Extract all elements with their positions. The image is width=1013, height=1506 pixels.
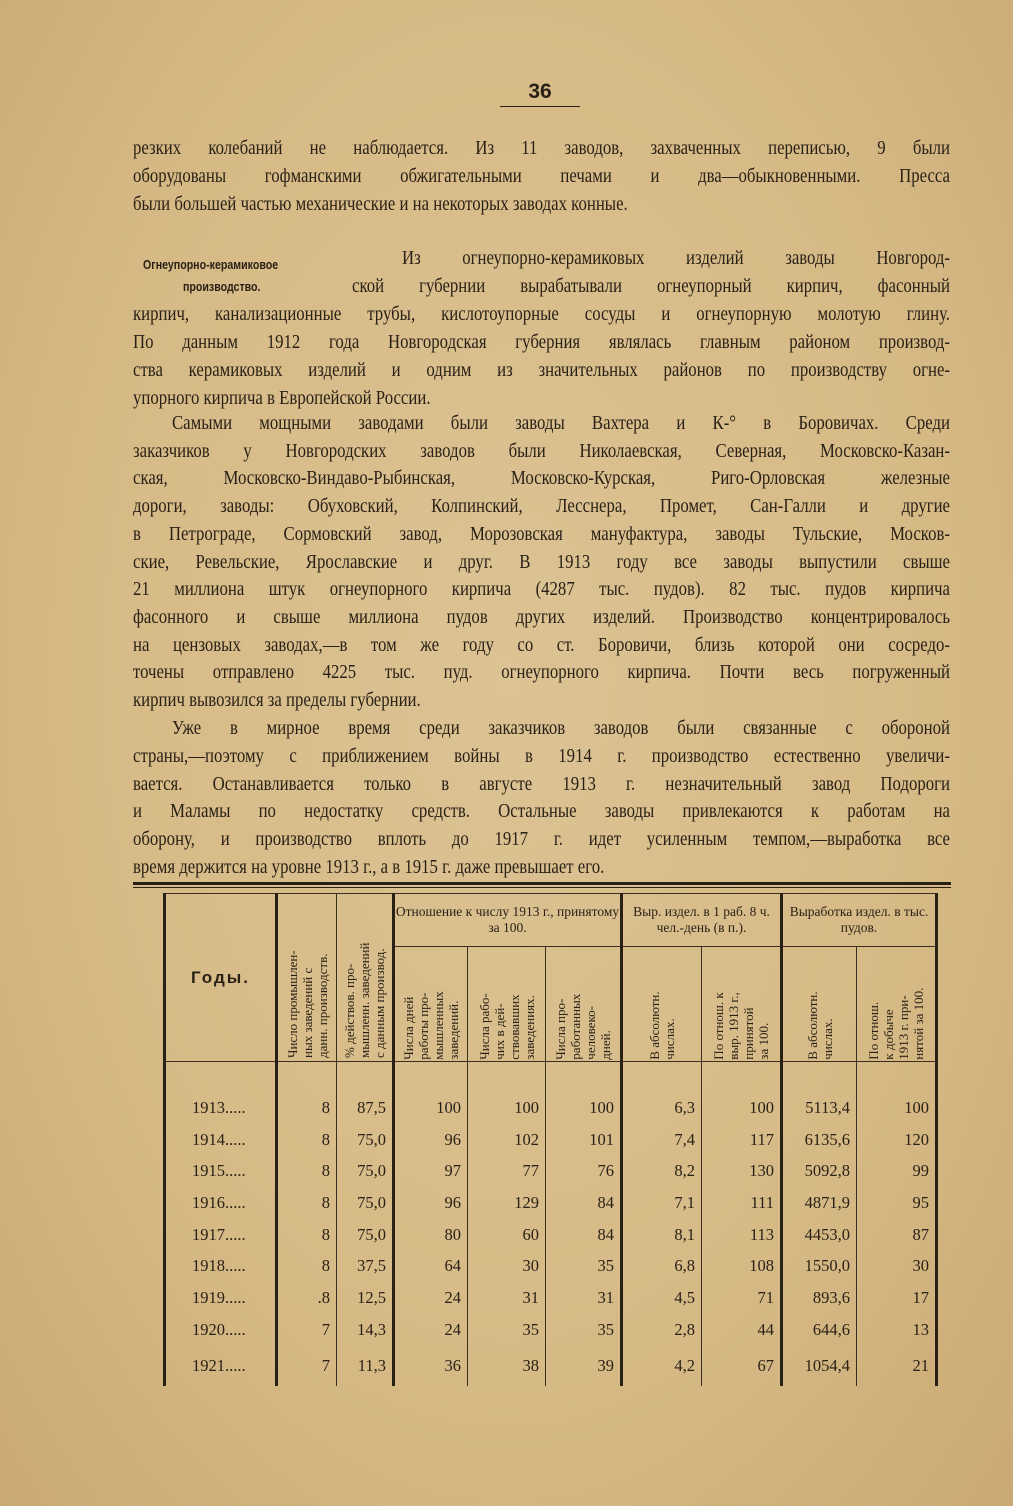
cell-active-percent: 75,0 [337,1124,394,1156]
cell-output-relative: 95 [857,1187,937,1219]
cell-active-percent: 37,5 [337,1250,394,1282]
header-ratio-days [394,947,468,1062]
cell-ratio-mandays: 31 [546,1282,622,1314]
table-row [165,1219,937,1251]
table-row [165,1124,937,1156]
cell-ratio-mandays: 35 [546,1314,622,1346]
table-row [165,1346,937,1386]
cell-active-percent: 14,3 [337,1314,394,1346]
paragraph4-line: Уже в мирное время среди заказчиков заводов были связанные с обороной [172,718,950,739]
spacer-cell [782,1062,857,1093]
cell-opw-absolute: 4,5 [622,1282,702,1314]
cell-ratio-days: 36 [394,1346,468,1386]
spacer-cell [394,1062,468,1093]
cell-opw-relative: 100 [702,1092,782,1124]
cell-ratio-days: 97 [394,1155,468,1187]
cell-output-relative: 21 [857,1346,937,1386]
cell-opw-absolute: 6,3 [622,1092,702,1124]
spacer-cell [546,1062,622,1093]
cell-active-percent: 87,5 [337,1092,394,1124]
cell-ratio-mandays: 76 [546,1155,622,1187]
cell-opw-absolute: 8,2 [622,1155,702,1187]
cell-ratio-workers: 38 [468,1346,546,1386]
cell-output-relative: 120 [857,1124,937,1156]
spacer-cell [857,1062,937,1093]
cell-ratio-mandays: 84 [546,1187,622,1219]
cell-factories-count: 8 [277,1187,337,1219]
header-factories-count-text: Число промышлен- ных заведений с данн. производств. [284,950,330,1058]
cell-opw-relative: 113 [702,1219,782,1251]
table-row [165,1282,937,1314]
cell-opw-absolute: 2,8 [622,1314,702,1346]
cell-ratio-days: 24 [394,1282,468,1314]
cell-factories-count: 8 [277,1124,337,1156]
paragraph3-line: в Петрограде, Сормовский завод, Морозовская мануфактура, заводы Тульские, Москов- [133,523,950,545]
header-opw-absolute-text: В абсолютн. числах. [647,991,677,1060]
header-output-absolute-text: В абсолютн. числах. [804,991,835,1060]
cell-opw-absolute: 8,1 [622,1219,702,1251]
cell-output-relative: 17 [857,1282,937,1314]
cell-active-percent: 75,0 [337,1219,394,1251]
cell-ratio-days: 24 [394,1314,468,1346]
paragraph3-line: ская, Московско-Виндаво-Рыбинская, Московско-Курская, Риго-Орловская железные [133,468,950,490]
cell-factories-count: .8 [277,1282,337,1314]
cell-opw-relative: 44 [702,1314,782,1346]
cell-output-relative: 87 [857,1219,937,1251]
cell-factories-count: 7 [277,1346,337,1386]
cell-opw-absolute: 4,2 [622,1346,702,1386]
cell-active-percent: 75,0 [337,1187,394,1219]
header-ratio-mandays [546,947,622,1062]
header-opw-absolute [622,947,702,1062]
table-top-rule [133,882,951,885]
cell-ratio-days: 96 [394,1187,468,1219]
cell-opw-relative: 111 [702,1187,782,1219]
cell-ratio-days: 96 [394,1124,468,1156]
table-row [165,1092,937,1124]
header-active-percent-text: % действов. про- мышленн. заведений с данным производ. [342,942,387,1058]
paragraph1-line: резких колебаний не наблюдается. Из 11 заводов, захваченных переписью, 9 были [133,138,950,159]
spacer-cell [702,1062,782,1093]
paragraph4-line: время держится на уровне 1913 г., а в 1915 г. даже превышает его. [133,857,605,878]
cell-ratio-mandays: 100 [546,1092,622,1124]
cell-year: 1913..... [165,1092,277,1124]
paragraph3-line: Самыми мощными заводами были заводы Вахтера и К-° в Боровичах. Среди [172,413,950,434]
cell-output-absolute: 6135,6 [782,1124,857,1156]
cell-year: 1917..... [165,1219,277,1251]
table-row [165,1155,937,1187]
cell-year: 1918..... [165,1250,277,1282]
header-output-relative-text: По отнош. к добыче 1913 г. при- нятой за 100. [866,987,927,1060]
cell-output-absolute: 1550,0 [782,1250,857,1282]
paragraph3-line: заказчиков у Новгородских заводов были Николаевская, Северная, Московско-Казан- [133,440,950,462]
table-spacer-row [165,1062,937,1093]
cell-ratio-days: 100 [394,1092,468,1124]
header-factories-count [277,894,337,1062]
cell-ratio-mandays: 35 [546,1250,622,1282]
paragraph2-line: По данным 1912 года Новгородская губерния являлась главным районом производ- [133,332,950,353]
header-years: Годы. [165,894,277,1062]
cell-output-absolute: 1054,4 [782,1346,857,1386]
cell-output-relative: 13 [857,1314,937,1346]
header-ratio-mandays-text: Числа про- работанных человеко- дней. [553,993,613,1060]
cell-opw-relative: 130 [702,1155,782,1187]
paragraph4-line: и Маламы по недостатку средств. Остальные заводы привлекаются к работам на [133,801,950,823]
header-output-absolute [782,947,857,1062]
cell-opw-absolute: 6,8 [622,1250,702,1282]
side-heading-line-1: Огнеупорно-керамиковое [143,258,279,272]
table-body [165,1062,937,1386]
paragraph3-line: ские, Ревельские, Ярославские и друг. В 1913 году все заводы выпустили свыше [133,551,950,573]
header-group-output-per-worker: Выр. издел. в 1 раб. 8 ч. чел.-день (в п.). [622,894,782,947]
spacer-cell [277,1062,337,1093]
paragraph3-line: фасонного и свыше миллиона пудов других изделий. Производство концентрировалось [133,606,950,628]
cell-active-percent: 11,3 [337,1346,394,1386]
cell-factories-count: 8 [277,1250,337,1282]
header-opw-relative-text: По отнош. к выр. 1913 г., принятой за 100. [711,992,771,1060]
paragraph3-line: 21 миллиона штук огнеупорного кирпича (4287 тыс. пудов). 82 тыс. пудов кирпича [133,579,950,601]
cell-opw-relative: 117 [702,1124,782,1156]
header-ratio-workers [468,947,546,1062]
cell-output-absolute: 5092,8 [782,1155,857,1187]
cell-ratio-mandays: 39 [546,1346,622,1386]
cell-ratio-workers: 77 [468,1155,546,1187]
table-row [165,1187,937,1219]
cell-output-absolute: 5113,4 [782,1092,857,1124]
paragraph3-line: на цензовых заводах,—в том же году со ст. Боровичи, близь которой они сосредо- [133,634,950,656]
cell-factories-count: 7 [277,1314,337,1346]
paragraph2-line: Из огнеупорно-керамиковых изделий заводы Новгород- [402,248,950,269]
cell-ratio-days: 80 [394,1219,468,1251]
cell-ratio-workers: 100 [468,1092,546,1124]
paragraph4-line: страны,—поэтому с приближением войны в 1914 г. производство естественно увеличи- [133,745,950,767]
cell-year: 1921..... [165,1346,277,1386]
cell-opw-absolute: 7,1 [622,1187,702,1219]
spacer-cell [622,1062,702,1093]
header-group-ratio-1913: Отношение к числу 1913 г., принятому за 100. [394,894,622,947]
cell-year: 1915..... [165,1155,277,1187]
cell-year: 1916..... [165,1187,277,1219]
cell-ratio-days: 64 [394,1250,468,1282]
spacer-cell [337,1062,394,1093]
production-table [163,893,938,1386]
paragraph4-line: оборону, и производство вплоть до 1917 г. идет усиленным темпом,—выработка все [133,829,950,851]
page-number: 36 [500,80,580,107]
cell-active-percent: 12,5 [337,1282,394,1314]
header-output-relative [857,947,937,1062]
cell-ratio-workers: 129 [468,1187,546,1219]
table-row [165,1314,937,1346]
cell-ratio-workers: 31 [468,1282,546,1314]
cell-factories-count: 8 [277,1219,337,1251]
header-group-output: Выработка издел. в тыс. пудов. [782,894,937,947]
cell-ratio-mandays: 84 [546,1219,622,1251]
paragraph3-line: точены отправлено 4225 тыс. пуд. огнеупорного кирпича. Почти весь погруженный [133,662,950,684]
paragraph2-line: ской губернии вырабатывали огнеупорный кирпич, фасонный [352,276,950,297]
paragraph2-line: упорного кирпича в Европейской России. [133,388,431,409]
cell-year: 1920..... [165,1314,277,1346]
cell-opw-absolute: 7,4 [622,1124,702,1156]
cell-output-relative: 100 [857,1092,937,1124]
cell-output-absolute: 644,6 [782,1314,857,1346]
cell-ratio-mandays: 101 [546,1124,622,1156]
cell-opw-relative: 67 [702,1346,782,1386]
paragraph3-line: дороги, заводы: Обуховский, Колпинский, Лесснера, Промет, Сан-Галли и другие [133,496,950,518]
cell-factories-count: 8 [277,1155,337,1187]
paragraph4-line: вается. Останавливается только в августе 1913 г. незначительный завод Подороги [133,773,950,795]
header-opw-relative [702,947,782,1062]
paragraph1-line: были большей частью механические и на некоторых заводах конные. [133,194,628,215]
paragraph1-line: оборудованы гофманскими обжигательными печами и два—обыкновенными. Пресса [133,166,950,187]
cell-output-absolute: 893,6 [782,1282,857,1314]
cell-ratio-workers: 35 [468,1314,546,1346]
cell-output-relative: 30 [857,1250,937,1282]
cell-opw-relative: 108 [702,1250,782,1282]
cell-ratio-workers: 102 [468,1124,546,1156]
header-active-percent [337,894,394,1062]
header-ratio-days-text: Числа дней работы про- мышленных заведений. [401,991,461,1060]
paragraph3-line: кирпич вывозился за пределы губернии. [133,690,421,711]
side-heading-line-2: производство. [183,280,261,294]
spacer-cell [165,1062,277,1093]
table-row [165,1250,937,1282]
paragraph2-line: ства керамиковых изделий и одним из значительных районов по производству огне- [133,360,950,381]
cell-ratio-workers: 30 [468,1250,546,1282]
header-ratio-workers-text: Числа рабо- чих в дей- ствовавших заведениях. [476,993,537,1060]
table-top-rule-thin [133,887,951,888]
cell-year: 1919..... [165,1282,277,1314]
cell-output-absolute: 4871,9 [782,1187,857,1219]
paragraph2-line: кирпич, канализационные трубы, кислотоупорные сосуды и огнеупорную молотую глину. [133,304,950,325]
cell-output-absolute: 4453,0 [782,1219,857,1251]
cell-factories-count: 8 [277,1092,337,1124]
cell-output-relative: 99 [857,1155,937,1187]
cell-opw-relative: 71 [702,1282,782,1314]
cell-year: 1914..... [165,1124,277,1156]
spacer-cell [468,1062,546,1093]
cell-active-percent: 75,0 [337,1155,394,1187]
cell-ratio-workers: 60 [468,1219,546,1251]
